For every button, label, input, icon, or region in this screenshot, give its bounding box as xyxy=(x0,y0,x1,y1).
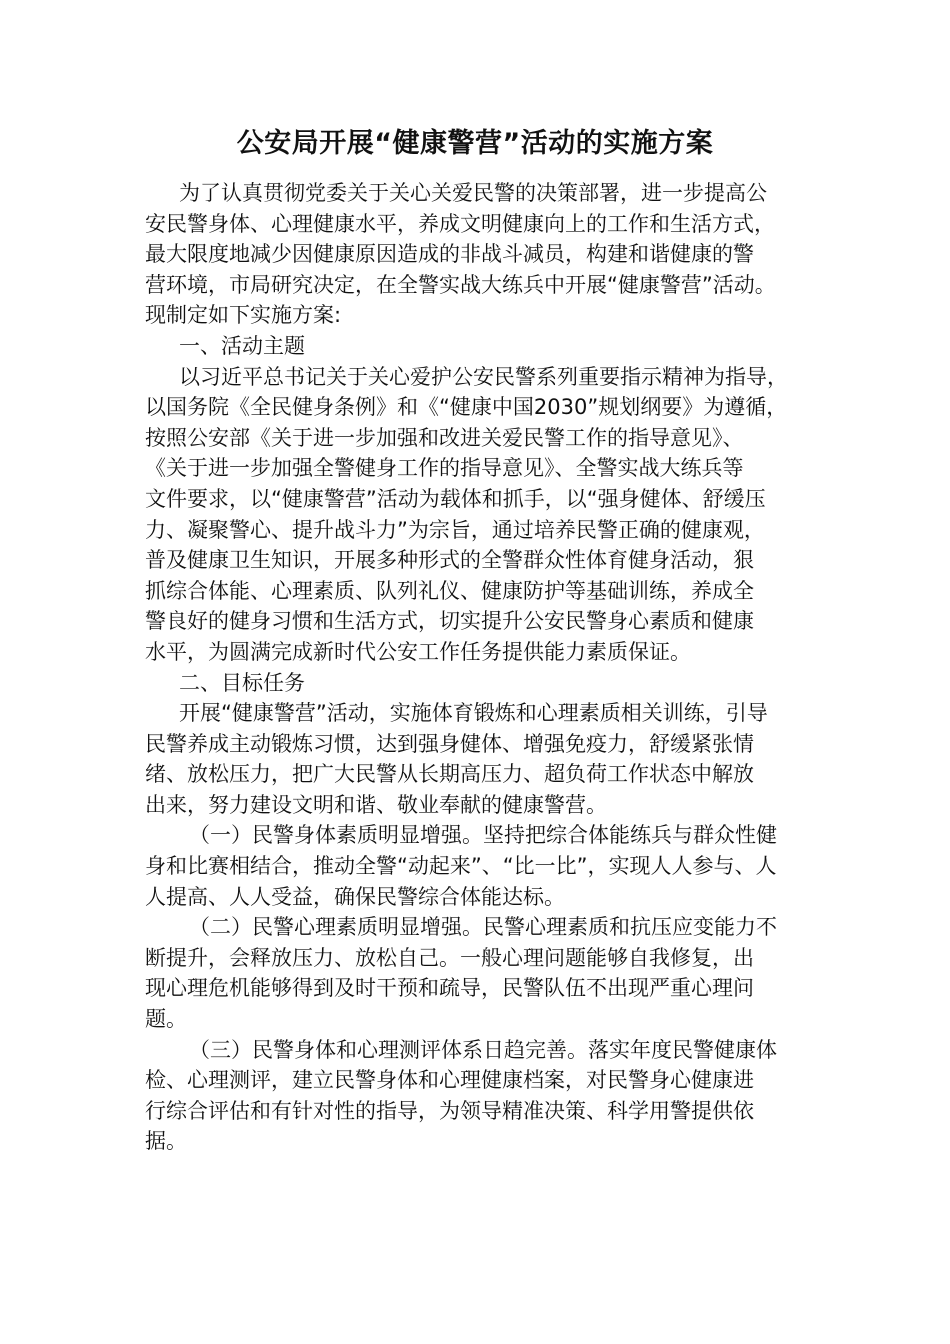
paragraph-line: 行综合评估和有针对性的指导，为领导精准决策、科学用警提供依 xyxy=(145,1098,754,1123)
document-title: 公安局开展“健康警营”活动的实施方案 xyxy=(236,128,714,159)
paragraph-line: （一）民警身体素质明显增强。坚持把综合体能练兵与群众性健 xyxy=(189,823,777,848)
paragraph-line: 民警养成主动锻炼习惯，达到强身健体、增强免疫力，舒缓紧张情 xyxy=(145,731,754,756)
paragraph-line: 开展“健康警营”活动，实施体育锻炼和心理素质相关训练，引导 xyxy=(179,701,768,726)
document-body xyxy=(145,178,810,1157)
paragraph-line: 为了认真贯彻党委关于关心关爱民警的决策部署，进一步提高公 xyxy=(179,181,767,205)
paragraph-line: 现心理危机能够得到及时干预和疏导，民警队伍不出现严重心理问 xyxy=(145,976,754,1001)
paragraph-line: 力、凝聚警心、提升战斗力”为宗旨，通过培养民警正确的健康观， xyxy=(145,517,765,542)
paragraph-line: 人提高、人人受益，确保民警综合体能达标。 xyxy=(145,884,565,909)
paragraph-line: 身和比赛相结合，推动全警“动起来”、“比一比”，实现人人参与、人 xyxy=(145,854,777,879)
paragraph-line: 《关于进一步加强全警健身工作的指导意见》、全警实战大练兵等 xyxy=(145,456,744,481)
paragraph-line: 检、心理测评，建立民警身体和心理健康档案，对民警身心健康进 xyxy=(145,1068,754,1093)
paragraph-line: 据。 xyxy=(145,1129,187,1154)
paragraph-line: 按照公安部《关于进一步加强和改进关爱民警工作的指导意见》、 xyxy=(145,425,744,450)
theme-paragraph xyxy=(145,362,810,668)
paragraph-line: （二）民警心理素质明显增强。民警心理素质和抗压应变能力不 xyxy=(189,915,777,940)
paragraph-line: 出来，努力建设文明和谐、敬业奉献的健康警营。 xyxy=(145,792,607,817)
paragraph-line: 以国务院《全民健身条例》和《“健康中国2030”规划纲要》为遵循， xyxy=(145,395,788,420)
paragraph-line: 抓综合体能、心理素质、队列礼仪、健康防护等基础训练，养成全 xyxy=(145,578,754,603)
paragraph-line: 题。 xyxy=(145,1007,187,1032)
paragraph-line: 安民警身体、心理健康水平，养成文明健康向上的工作和生活方式， xyxy=(145,211,775,236)
paragraph-line: 绪、放松压力，把广大民警从长期高压力、超负荷工作状态中解放 xyxy=(145,762,754,787)
paragraph-line: 警良好的健身习惯和生活方式，切实提升公安民警身心素质和健康 xyxy=(145,609,754,634)
intro-paragraph xyxy=(145,178,810,331)
paragraph-line: 营环境，市局研究决定，在全警实战大练兵中开展“健康警营”活动。 xyxy=(145,272,776,297)
section-heading-theme: 一、活动主题 xyxy=(179,333,305,358)
paragraph-line: 普及健康卫生知识，开展多种形式的全警群众性体育健身活动，狠 xyxy=(145,548,754,573)
paragraph-line: （三）民警身体和心理测评体系日趋完善。落实年度民警健康体 xyxy=(189,1037,777,1062)
goal-item-assessment xyxy=(145,1035,810,1157)
goal-item-physical xyxy=(145,820,810,912)
paragraph-line: 以习近平总书记关于关心爱护公安民警系列重要指示精神为指导， xyxy=(179,364,788,389)
paragraph-line: 文件要求，以“健康警营”活动为载体和抓手，以“强身健体、舒缓压 xyxy=(145,486,766,511)
paragraph-line: 最大限度地减少因健康原因造成的非战斗减员，构建和谐健康的警 xyxy=(145,242,754,267)
paragraph-line: 现制定如下实施方案: xyxy=(145,303,342,328)
section-heading-goals: 二、目标任务 xyxy=(179,670,305,695)
goals-paragraph xyxy=(145,698,810,820)
paragraph-line: 水平，为圆满完成新时代公安工作任务提供能力素质保证。 xyxy=(145,639,691,664)
paragraph-line: 断提升，会释放压力、放松自己。一般心理问题能够自我修复，出 xyxy=(145,945,754,970)
goal-item-psychological xyxy=(145,912,810,1034)
